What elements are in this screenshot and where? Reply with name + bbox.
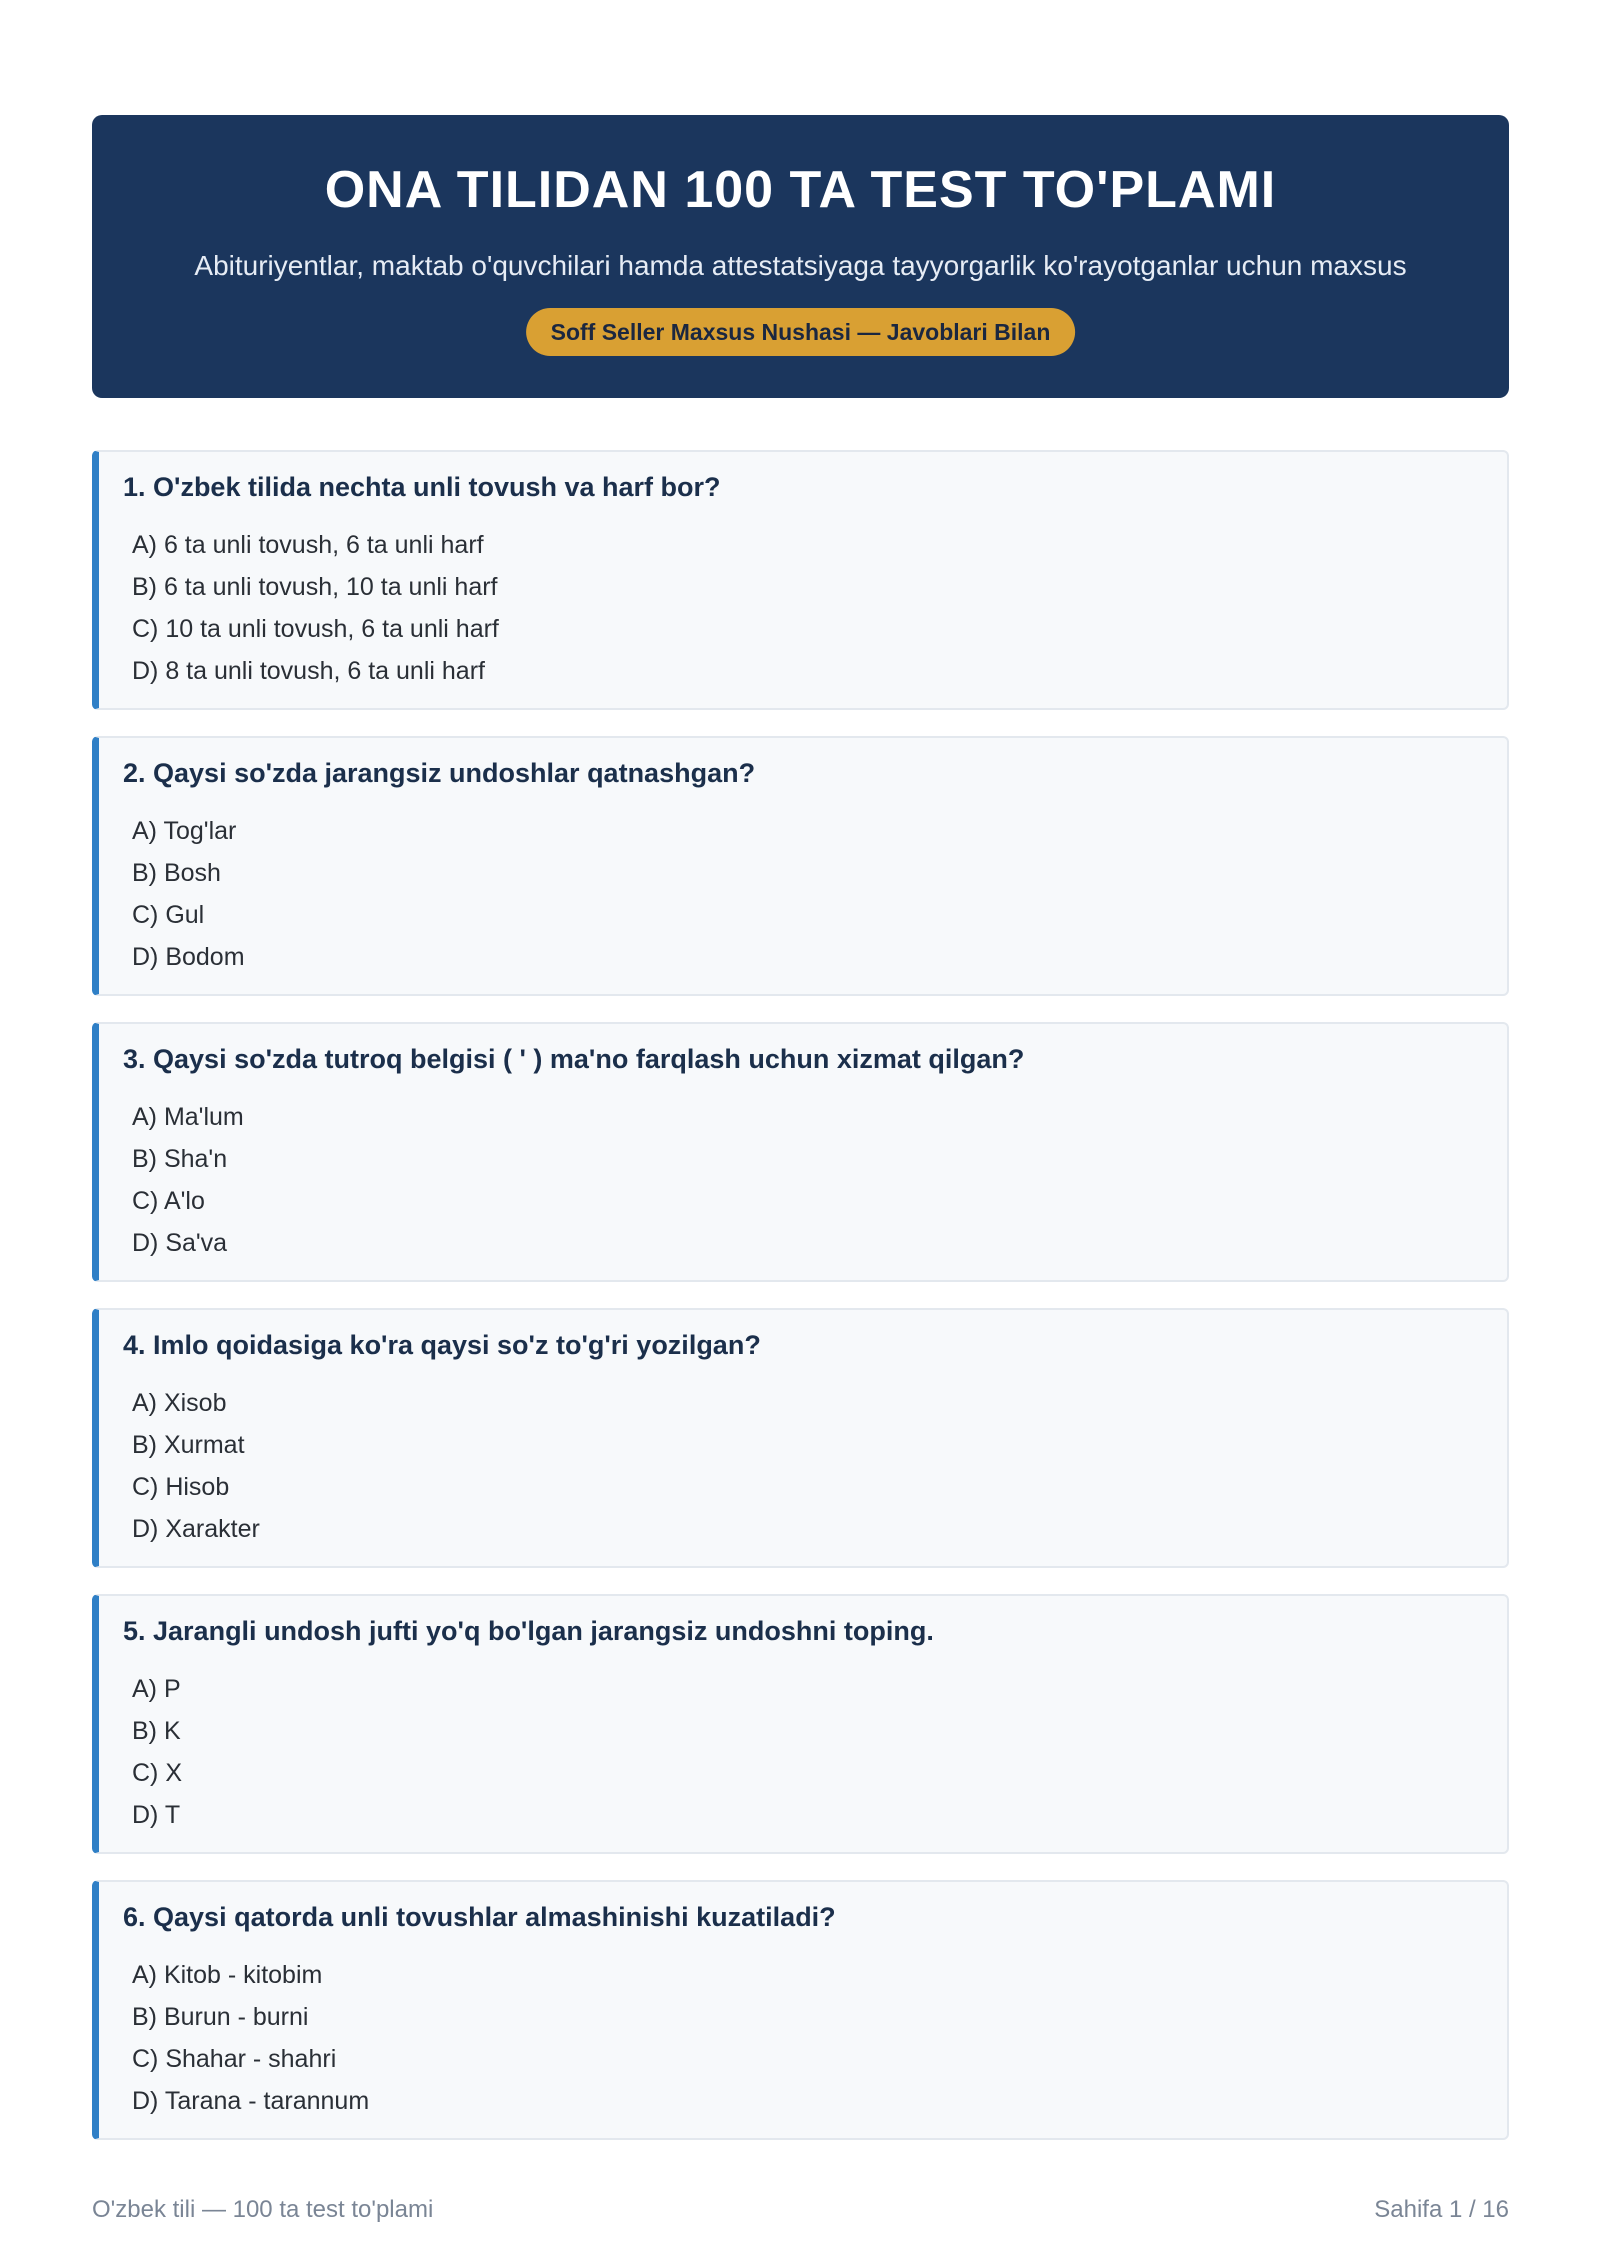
options-list: [132, 1668, 182, 1836]
options-list: [132, 810, 245, 978]
question-card-3: [92, 1022, 1509, 1282]
question-card-4: [92, 1308, 1509, 1568]
edition-badge: Soff Seller Maxsus Nushasi — Javoblari Bilan: [526, 308, 1076, 356]
option-b[interactable]: B) Burun - burni: [132, 2003, 309, 2031]
option-b[interactable]: B) K: [132, 1717, 181, 1745]
option-c[interactable]: C) X: [132, 1759, 182, 1787]
option-d[interactable]: D) T: [132, 1801, 181, 1829]
page-title: ONA TILIDAN 100 TA TEST TO'PLAMI: [324, 161, 1277, 219]
options-list: [132, 1382, 260, 1550]
question-card-6: [92, 1880, 1509, 2140]
option-c[interactable]: C) Gul: [132, 901, 205, 929]
option-c[interactable]: C) Hisob: [132, 1473, 230, 1501]
question-text: 4. Imlo qoidasiga ko'ra qaysi so'z to'g'ri yozilgan?: [123, 1330, 761, 1360]
option-b[interactable]: B) Xurmat: [132, 1431, 245, 1459]
option-a[interactable]: A) 6 ta unli tovush, 6 ta unli harf: [132, 531, 484, 559]
footer-document-title: O'zbek tili — 100 ta test to'plami: [92, 2196, 434, 2223]
option-a[interactable]: A) Ma'lum: [132, 1103, 244, 1131]
question-card-5: [92, 1594, 1509, 1854]
question-card-1: [92, 450, 1509, 710]
option-d[interactable]: D) Sa'va: [132, 1229, 228, 1257]
header-banner: [92, 115, 1509, 398]
options-list: [132, 1096, 244, 1264]
option-d[interactable]: D) 8 ta unli tovush, 6 ta unli harf: [132, 657, 485, 685]
option-d[interactable]: D) Xarakter: [132, 1515, 260, 1543]
option-a[interactable]: A) Xisob: [132, 1389, 227, 1417]
options-list: [132, 524, 499, 692]
option-b[interactable]: B) Bosh: [132, 859, 221, 887]
question-text: 5. Jarangli undosh jufti yo'q bo'lgan jarangsiz undoshni toping.: [123, 1616, 934, 1646]
question-text: 2. Qaysi so'zda jarangsiz undoshlar qatnashgan?: [123, 758, 756, 788]
option-b[interactable]: B) 6 ta unli tovush, 10 ta unli harf: [132, 573, 498, 601]
option-a[interactable]: A) P: [132, 1675, 181, 1703]
option-c[interactable]: C) Shahar - shahri: [132, 2045, 337, 2073]
option-c[interactable]: C) A'lo: [132, 1187, 205, 1215]
question-text: 6. Qaysi qatorda unli tovushlar almashinishi kuzatiladi?: [123, 1902, 836, 1932]
option-b[interactable]: B) Sha'n: [132, 1145, 228, 1173]
option-d[interactable]: D) Tarana - tarannum: [132, 2087, 370, 2115]
question-text: 3. Qaysi so'zda tutroq belgisi ( ' ) ma'no farqlash uchun xizmat qilgan?: [123, 1044, 1025, 1074]
option-d[interactable]: D) Bodom: [132, 943, 245, 971]
page-subtitle: Abituriyentlar, maktab o'quvchilari hamda attestatsiyaga tayyorgarlik ko'rayotganlar uchun maxsus: [194, 250, 1407, 281]
option-a[interactable]: A) Tog'lar: [132, 817, 237, 845]
footer-page-number: Sahifa 1 / 16: [1374, 2196, 1509, 2223]
options-list: [132, 1954, 369, 2122]
option-c[interactable]: C) 10 ta unli tovush, 6 ta unli harf: [132, 615, 499, 643]
question-text: 1. O'zbek tilida nechta unli tovush va harf bor?: [123, 472, 721, 502]
question-card-2: [92, 736, 1509, 996]
option-a[interactable]: A) Kitob - kitobim: [132, 1961, 323, 1989]
